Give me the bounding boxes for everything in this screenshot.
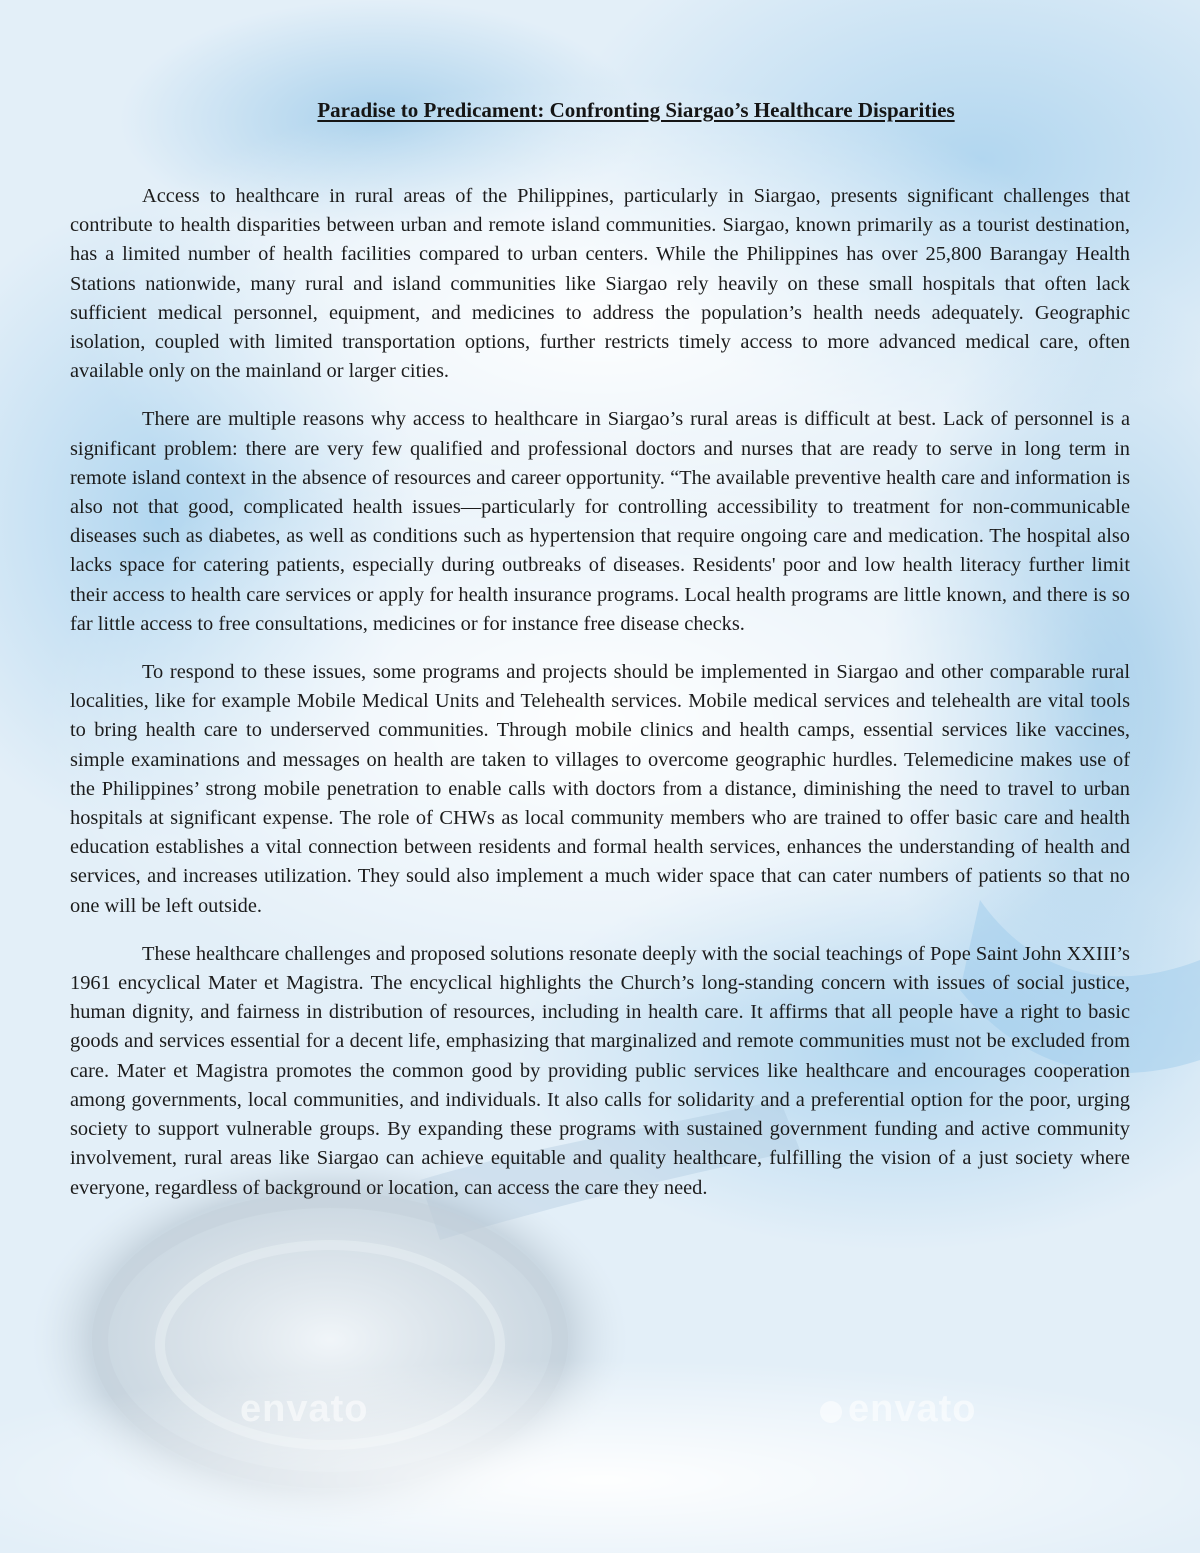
- envato-leaf-icon: [820, 1401, 842, 1423]
- document-body: [70, 182, 1130, 1222]
- envato-watermark-left: [240, 1388, 368, 1431]
- paragraph-4: These healthcare challenges and proposed solutions resonate deeply with the social teachings of Pope Saint John XXIII’s 1961 encyclical Mater et Magistra. The encyclical highlights the Church’s long-standing concern with issues of social justice, human dignity, and fairness in distribution of resources, including in health care. It affirms that all people have a right to basic goods and services essential for a decent life, emphasizing that marginalized and remote communities must not be excluded from care. Mater et Magistra promotes the common good by providing public services like healthcare and encourages cooperation among governments, local communities, and individuals. It also calls for solidarity and a preferential option for the poor, urging society to support vulnerable groups. By expanding these programs with sustained government funding and active community involvement, rural areas like Siargao can achieve equitable and quality healthcare, fulfilling the vision of a just society where everyone, regardless of background or location, can access the care they need.: [70, 942, 1130, 1199]
- paragraph-3: To respond to these issues, some programs and projects should be implemented in Siargao and other comparable rural localities, like for example Mobile Medical Units and Telehealth services. Mobile medical services and telehealth are vital tools to bring health care to underserved communities. Through mobile clinics and health camps, essential services like vaccines, simple examinations and messages on health are taken to villages to overcome geographic hurdles. Telemedicine makes use of the Philippines’ strong mobile penetration to enable calls with doctors from a distance, diminishing the need to travel to urban hospitals at significant expense. The role of CHWs as local community members who are trained to offer basic care and health education establishes a vital connection between residents and formal health services, enhances the understanding of health and services, and increases utilization. They sould also implement a much wider space that can cater numbers of patients so that no one will be left outside.: [70, 661, 1130, 917]
- envato-watermark-right: [820, 1388, 976, 1431]
- watermark-text: envato: [848, 1388, 977, 1430]
- paragraph-2: There are multiple reasons why access to healthcare in Siargao’s rural areas is difficult at best. Lack of personnel is a significant problem: there are very few qualified and professional doctors and nurses that are ready to serve in long term in remote island context in the absence of resources and career opportunity. “The available preventive health care and information is also not that good, complicated health issues—particularly for controlling accessibility to treatment for non-communicable diseases such as diabetes, as well as conditions such as hypertension that require ongoing care and medication. The hospital also lacks space for catering patients, especially during outbreaks of diseases. Residents' poor and low health literacy further limit their access to health care services or apply for health insurance programs. Local health programs are little known, and there is so far little access to free consultations, medicines or for instance free disease checks.: [70, 408, 1130, 635]
- document-title: Paradise to Predicament: Confronting Siargao’s Healthcare Disparities: [317, 98, 955, 122]
- watermark-text: envato: [240, 1388, 369, 1430]
- paragraph-1: Access to healthcare in rural areas of the Philippines, particularly in Siargao, presents significant challenges that contribute to health disparities between urban and remote island communities. Siargao, known primarily as a tourist destination, has a limited number of health facilities compared to urban centers. While the Philippines has over 25,800 Barangay Health Stations nationwide, many rural and island communities like Siargao rely heavily on these small hospitals that often lack sufficient medical personnel, equipment, and medicines to address the population’s health needs adequately. Geographic isolation, coupled with limited transportation options, further restricts timely access to more advanced medical care, often available only on the mainland or larger cities.: [70, 185, 1130, 383]
